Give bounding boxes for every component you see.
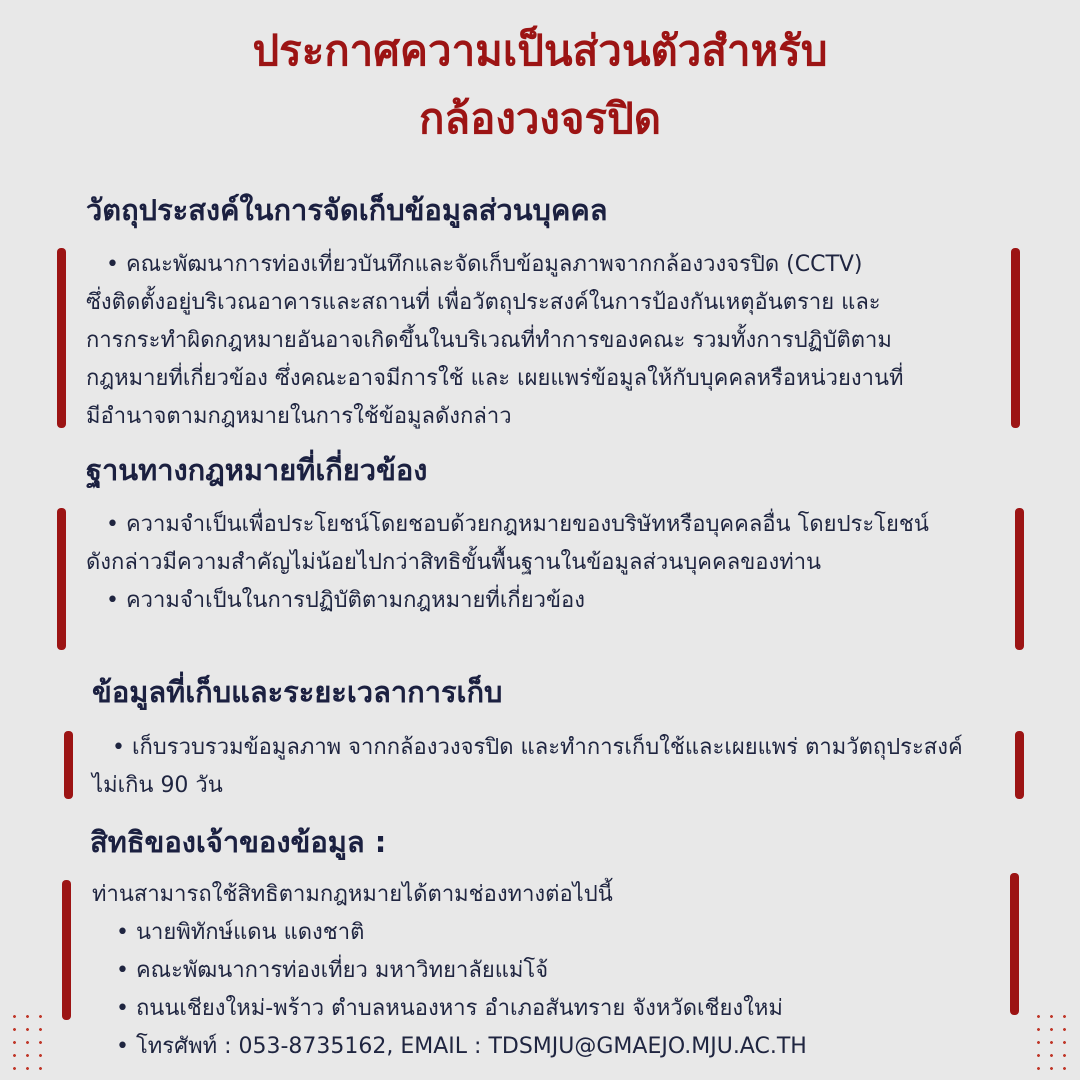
- accent-bar-left: [62, 880, 71, 1020]
- contact-list-item: • นายพิทักษ์แดน แดงชาติ: [116, 920, 365, 945]
- body-line: ดังกล่าวมีความสำคัญไม่น้อยไปกว่าสิทธิขั้นพื้นฐานในข้อมูลส่วนบุคคลของท่าน: [86, 550, 822, 575]
- page-title-line-1: ประกาศความเป็นส่วนตัวสำหรับ: [252, 26, 828, 75]
- accent-bar-right: [1010, 873, 1019, 1015]
- accent-bar-right: [1011, 248, 1020, 428]
- page-title-line-2: กล้องวงจรปิด: [418, 94, 662, 143]
- contact-list-item: • ถนนเชียงใหม่-พร้าว ตำบลหนองหาร อำเภอสันทราย จังหวัดเชียงใหม่: [116, 996, 783, 1021]
- section-heading-purpose: วัตถุประสงค์ในการจัดเก็บข้อมูลส่วนบุคคล: [86, 193, 608, 227]
- decorative-dot-grid-left: [8, 1010, 48, 1080]
- accent-bar-right: [1015, 508, 1024, 650]
- section-heading-data-subject-rights: สิทธิของเจ้าของข้อมูล :: [90, 825, 387, 859]
- decorative-dot-grid-right: [1032, 1010, 1072, 1080]
- section-heading-legal-basis: ฐานทางกฎหมายที่เกี่ยวข้อง: [86, 453, 428, 487]
- body-line: • ความจำเป็นในการปฏิบัติตามกฎหมายที่เกี่ยวข้อง: [106, 588, 585, 613]
- accent-bar-right: [1015, 731, 1024, 799]
- body-line: • คณะพัฒนาการท่องเที่ยวบันทึกและจัดเก็บข้อมูลภาพจากกล้องวงจรปิด (CCTV): [106, 252, 863, 277]
- body-line: • ความจำเป็นเพื่อประโยชน์โดยชอบด้วยกฎหมายของบริษัทหรือบุคคลอื่น โดยประโยชน์: [106, 512, 929, 537]
- accent-bar-left: [64, 731, 73, 799]
- body-line: การกระทำผิดกฎหมายอันอาจเกิดขึ้นในบริเวณที่ทำการของคณะ รวมทั้งการปฏิบัติตาม: [86, 328, 892, 353]
- contact-list-item: • โทรศัพท์ : 053-8735162, EMAIL : TDSMJU@GMAEJO.MJU.AC.TH: [116, 1034, 807, 1059]
- accent-bar-left: [57, 248, 66, 428]
- body-line: ซึ่งติดตั้งอยู่บริเวณอาคารและสถานที่ เพื่อวัตถุประสงค์ในการป้องกันเหตุอันตราย และ: [86, 290, 881, 315]
- body-line: ไม่เกิน 90 วัน: [92, 773, 223, 798]
- accent-bar-left: [57, 508, 66, 650]
- body-line: มีอำนาจตามกฎหมายในการใช้ข้อมูลดังกล่าว: [86, 404, 512, 429]
- body-line: ท่านสามารถใช้สิทธิตามกฎหมายได้ตามช่องทางต่อไปนี้: [92, 882, 613, 907]
- contact-list-item: • คณะพัฒนาการท่องเที่ยว มหาวิทยาลัยแม่โจ้: [116, 958, 549, 983]
- section-heading-data-retention: ข้อมูลที่เก็บและระยะเวลาการเก็บ: [92, 675, 503, 709]
- body-line: • เก็บรวบรวมข้อมูลภาพ จากกล้องวงจรปิด และทำการเก็บใช้และเผยแพร่ ตามวัตถุประสงค์: [112, 735, 963, 760]
- body-line: กฎหมายที่เกี่ยวข้อง ซึ่งคณะอาจมีการใช้ และ เผยแพร่ข้อมูลให้กับบุคคลหรือหน่วยงานที่: [86, 366, 904, 391]
